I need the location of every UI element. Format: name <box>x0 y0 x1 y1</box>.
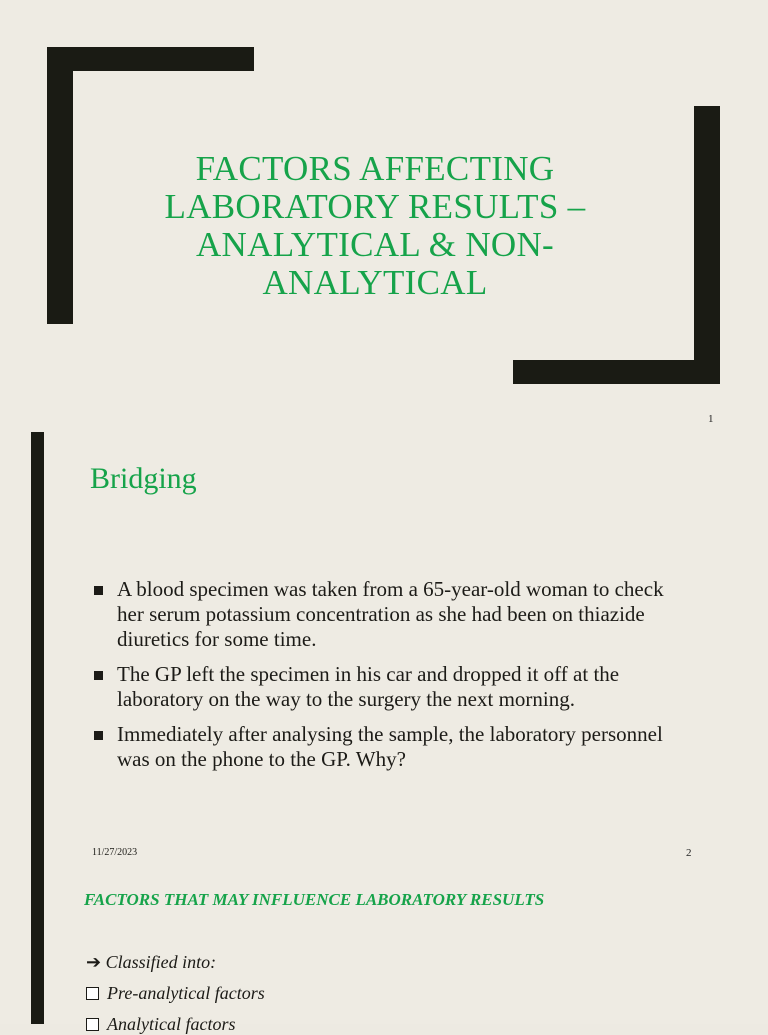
checkbox-icon <box>86 987 99 1000</box>
bullet-text: The GP left the specimen in his car and dropped it off at the laboratory on the way to the surgery the next morning. <box>117 662 620 711</box>
arrow-right-icon: ➔ <box>86 952 102 972</box>
item-text: Analytical factors <box>107 1014 236 1034</box>
bullet-text: A blood specimen was taken from a 65-year-old woman to check her serum potassium concentration as she had been on thiazide diuretics for some time. <box>117 577 664 651</box>
frame-top-left-vertical <box>47 47 73 324</box>
frame-bottom-right-vertical <box>694 106 720 384</box>
classified-line <box>86 952 216 973</box>
slide-date: 11/27/2023 <box>92 847 138 858</box>
slide-title: Bridging <box>90 462 197 495</box>
square-bullet-icon <box>94 586 103 595</box>
list-item <box>92 577 682 652</box>
bullet-text: Immediately after analysing the sample, the laboratory personnel was on the phone to the GP. Why? <box>117 722 663 771</box>
left-accent-bar <box>31 432 44 866</box>
bullet-list <box>92 577 682 782</box>
frame-bottom-right-horizontal <box>513 360 720 384</box>
square-bullet-icon <box>94 731 103 740</box>
item-text: Pre-analytical factors <box>107 983 265 1003</box>
list-item <box>86 1014 235 1035</box>
checkbox-icon <box>86 1018 99 1031</box>
slide-3 <box>0 866 768 1034</box>
square-bullet-icon <box>94 671 103 680</box>
slide-title: FACTORS AFFECTING LABORATORY RESULTS – ANALYTICAL & NON-ANALYTICAL <box>164 149 586 302</box>
slide-number: 1 <box>708 413 714 425</box>
slide-2 <box>0 432 768 866</box>
list-item <box>92 722 682 772</box>
left-accent-bar <box>31 866 44 1024</box>
frame-top-left-horizontal <box>47 47 254 71</box>
slide-1 <box>0 0 768 432</box>
classified-label: Classified into: <box>105 952 217 972</box>
list-item <box>92 662 682 712</box>
slide-number: 2 <box>686 847 692 859</box>
slide-title: FACTORS THAT MAY INFLUENCE LABORATORY RESULTS <box>84 890 545 909</box>
list-item <box>86 983 265 1004</box>
